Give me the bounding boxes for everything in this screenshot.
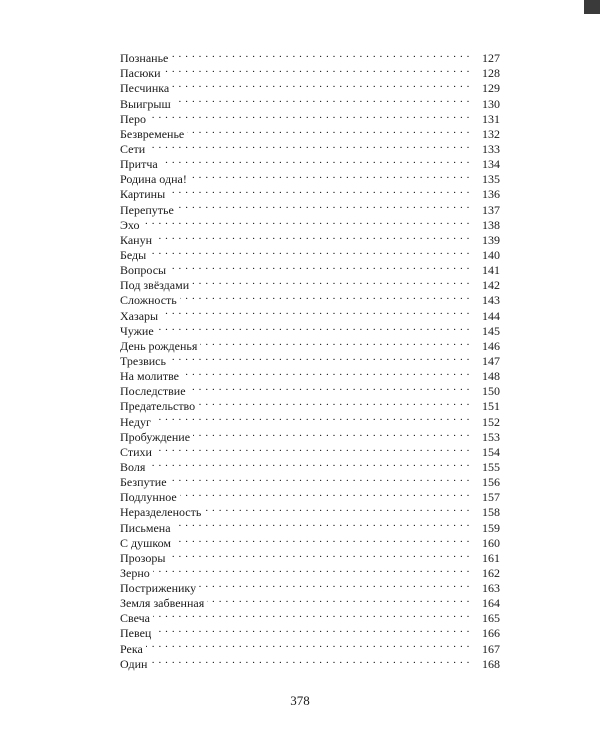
toc-entry-title: Перо [120,111,146,126]
toc-entry-page: 166 [482,626,500,641]
toc-entry-title: Эхо [120,217,140,232]
toc-entry-page: 163 [482,581,500,596]
toc-entry [120,320,500,338]
toc-entry-page: 133 [482,141,500,156]
dot-leader [199,577,470,592]
toc-entry-title: Канун [120,232,153,247]
toc-entry [120,456,500,474]
toc-entry-title: День рожденья [120,338,198,353]
toc-entry-page: 147 [482,353,500,368]
toc-entry-page: 141 [482,263,500,278]
toc-entry-title: Познанье [120,51,169,66]
toc-entry-page: 136 [482,187,500,202]
toc-entry-page: 152 [482,414,500,429]
toc-entry-title: Трезвись [120,353,166,368]
dot-leader [192,274,470,289]
dot-leader [174,92,470,107]
toc-entry-title: Вопросы [120,263,167,278]
toc-entry [120,214,500,232]
toc-entry-page: 143 [482,293,500,308]
toc-entry-page: 157 [482,490,500,505]
dot-leader [161,304,470,319]
toc-entry-title: Пасюки [120,66,161,81]
toc-entry-page: 139 [482,232,500,247]
dot-leader [164,62,470,77]
toc-entry-title: Безпутие [120,475,167,490]
toc-entry-page: 129 [482,81,500,96]
toc-entry [120,274,500,293]
toc-entry-page: 151 [482,399,500,414]
toc-entry-title: Перепутье [120,202,174,217]
toc-entry-page: 137 [482,202,500,217]
toc-entry-title: Подлунное [120,490,177,505]
toc-entry-page: 148 [482,369,500,384]
dot-leader [174,532,470,547]
toc-entry-title: Земля забвенная [120,596,205,611]
dot-leader [187,123,470,138]
toc-entry [120,426,500,444]
page-number: 378 [290,693,310,708]
toc-entry-page: 134 [482,157,500,172]
toc-entry-page: 156 [482,475,500,490]
dot-leader [149,108,470,123]
table-of-contents [120,47,500,671]
toc-entry-title: На молитве [120,369,180,384]
toc-entry-title: Сети [120,141,146,156]
dot-leader [153,562,470,577]
toc-entry-title: Предательство [120,399,196,414]
toc-entry [120,653,500,671]
dot-leader [148,138,470,153]
toc-entry [120,123,500,141]
toc-entry [120,183,500,202]
dot-leader [189,380,470,395]
toc-entry [120,138,500,156]
dot-leader [155,441,470,456]
toc-entry-page: 165 [482,611,500,626]
toc-entry-page: 168 [482,656,500,671]
toc-entry [120,259,500,278]
dot-leader [148,456,470,471]
toc-entry-title: Чужие [120,323,154,338]
toc-entry-title: Беды [120,247,147,262]
toc-entry-page: 142 [482,278,500,293]
dot-leader [172,77,470,92]
toc-entry [120,637,500,656]
toc-entry-page: 167 [482,641,500,656]
dot-leader [180,486,470,501]
toc-entry [120,577,500,596]
toc-entry-page: 144 [482,308,500,323]
dot-leader [171,47,470,62]
toc-entry-title: Притча [120,157,158,172]
toc-entry [120,365,500,384]
toc-entry-title: Неразделеность [120,505,202,520]
toc-entry-title: Прозоры [120,550,166,565]
toc-entry [120,47,500,66]
toc-entry-page: 131 [482,111,500,126]
dot-leader [169,259,470,274]
toc-entry-title: Воля [120,459,146,474]
dot-leader [170,471,470,486]
toc-entry [120,108,500,126]
toc-entry [120,350,500,368]
toc-entry [120,410,500,429]
dot-leader [168,547,470,562]
dot-leader [155,229,470,244]
toc-entry-title: Стихи [120,444,152,459]
toc-entry-page: 146 [482,338,500,353]
toc-entry-title: С душком [120,535,171,550]
toc-entry [120,153,500,172]
dot-leader [161,153,470,168]
toc-entry-title: Пробуждение [120,429,191,444]
toc-entry-page: 154 [482,444,500,459]
toc-entry [120,168,500,187]
toc-entry-page: 135 [482,172,500,187]
dot-leader [180,289,470,304]
toc-entry [120,471,500,490]
toc-entry [120,441,500,459]
toc-entry [120,92,500,111]
dot-leader [200,335,470,350]
toc-entry-page: 158 [482,505,500,520]
toc-entry-title: Сложность [120,293,177,308]
dot-leader [204,501,470,516]
toc-entry-title: Письмена [120,520,171,535]
toc-entry-title: Зерно [120,565,150,580]
toc-entry-page: 140 [482,247,500,262]
dot-leader [154,410,470,425]
toc-entry-page: 132 [482,126,500,141]
toc-entry-title: Песчинка [120,81,170,96]
toc-entry [120,77,500,96]
toc-entry-page: 161 [482,550,500,565]
dot-leader [157,320,470,335]
toc-entry-page: 155 [482,459,500,474]
toc-entry [120,244,500,262]
dot-leader [149,244,470,259]
toc-entry-page: 164 [482,596,500,611]
toc-entry-title: Выигрыш [120,96,171,111]
dot-leader [168,183,470,198]
toc-entry-title: Картины [120,187,166,202]
toc-entry-page: 150 [482,384,500,399]
toc-entry-title: Последствие [120,384,186,399]
toc-entry [120,486,500,505]
toc-entry-title: Родина одна! [120,172,187,187]
toc-entry-title: Свеча [120,611,150,626]
toc-entry-page: 127 [482,51,500,66]
toc-entry [120,607,500,626]
toc-entry-page: 128 [482,66,500,81]
dot-leader [177,198,470,213]
toc-entry-page: 153 [482,429,500,444]
toc-entry-page: 159 [482,520,500,535]
toc-entry-page: 160 [482,535,500,550]
toc-entry-title: Безвременье [120,126,185,141]
toc-entry [120,622,500,641]
dot-leader [169,350,470,365]
toc-entry-title: Постриженику [120,581,197,596]
toc-entry [120,335,500,353]
toc-entry [120,198,500,217]
toc-entry-page: 138 [482,217,500,232]
toc-entry [120,532,500,550]
toc-entry-title: Хазары [120,308,159,323]
dot-leader [153,607,470,622]
toc-entry [120,516,500,535]
toc-entry-page: 162 [482,565,500,580]
toc-entry-title: Певец [120,626,152,641]
toc-entry [120,562,500,580]
page-corner-shadow [584,0,600,14]
dot-leader [150,653,470,668]
toc-entry-page: 130 [482,96,500,111]
dot-leader [182,365,470,380]
dot-leader [207,592,470,607]
dot-leader [190,168,470,183]
toc-entry [120,547,500,565]
toc-entry-title: Один [120,656,148,671]
toc-entry-title: Недуг [120,414,151,429]
toc-entry-title: Река [120,641,143,656]
toc-entry [120,229,500,247]
toc-entry [120,62,500,81]
dot-leader [198,395,470,410]
dot-leader [193,426,470,441]
dot-leader [142,214,470,229]
dot-leader [174,516,470,531]
toc-entry [120,304,500,323]
toc-entry-page: 145 [482,323,500,338]
dot-leader [146,637,470,652]
dot-leader [154,622,470,637]
toc-entry-title: Под звёздами [120,278,190,293]
